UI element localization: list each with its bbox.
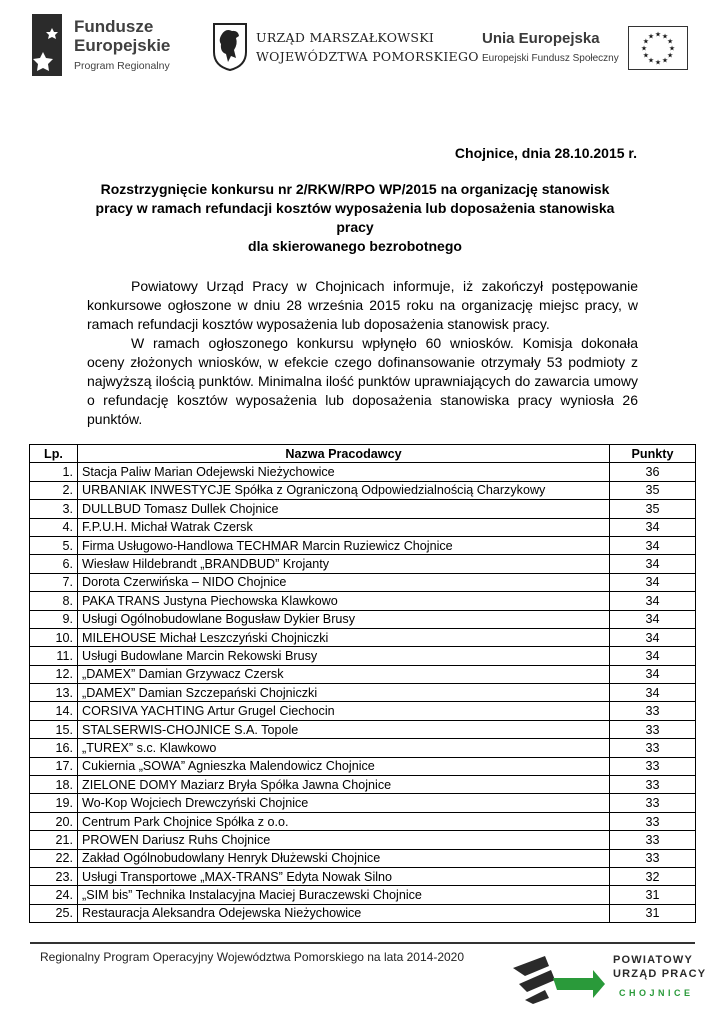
eu-star-icon: ★: [666, 38, 674, 46]
title-line4: dla skierowanego bezrobotnego: [248, 238, 462, 254]
row-points: 35: [610, 481, 696, 499]
row-employer-name: MILEHOUSE Michał Leszczyński Chojniczki: [78, 628, 610, 646]
header-points: Punkty: [610, 445, 696, 463]
row-points: 33: [610, 794, 696, 812]
row-points: 33: [610, 757, 696, 775]
table-row: [30, 481, 696, 499]
table-row: [30, 812, 696, 830]
footer-program-text: Regionalny Program Operacyjny Województwa Pomorskiego na lata 2014-2020: [40, 950, 465, 964]
row-employer-name: „DAMEX” Damian Szczepański Chojniczki: [78, 684, 610, 702]
header-lp: Lp.: [30, 445, 78, 463]
table-row: [30, 573, 696, 591]
row-employer-name: PAKA TRANS Justyna Piechowska Klawkowo: [78, 592, 610, 610]
table-row: [30, 739, 696, 757]
row-lp: 8.: [30, 592, 78, 610]
table-row: [30, 831, 696, 849]
row-points: 33: [610, 812, 696, 830]
document-date: Chojnice, dnia 28.10.2015 r.: [454, 145, 637, 161]
table-row: [30, 904, 696, 922]
fe-logo-line3: Program Regionalny: [74, 60, 170, 72]
row-points: 31: [610, 904, 696, 922]
table-row: [30, 867, 696, 885]
table-row: [30, 500, 696, 518]
footer-divider: [30, 942, 695, 944]
fe-logo-line1: Fundusze: [74, 17, 154, 36]
row-employer-name: Usługi Budowlane Marcin Rekowski Brusy: [78, 647, 610, 665]
table-row: [30, 720, 696, 738]
row-lp: 1.: [30, 463, 78, 481]
row-points: 34: [610, 573, 696, 591]
row-employer-name: „DAMEX” Damian Grzywacz Czersk: [78, 665, 610, 683]
document-title: [60, 180, 650, 256]
pup-logo-line1: POWIATOWY: [613, 954, 694, 966]
fundusze-europejskie-logo: [32, 14, 182, 76]
row-points: 33: [610, 702, 696, 720]
row-points: 36: [610, 463, 696, 481]
table-row: [30, 665, 696, 683]
row-lp: 3.: [30, 500, 78, 518]
table-header-row: [30, 445, 696, 463]
pup-logo-line2: URZĄD PRACY: [613, 968, 707, 980]
row-lp: 15.: [30, 720, 78, 738]
powiatowy-urzad-pracy-logo: [505, 948, 707, 1008]
row-employer-name: Firma Usługowo-Handlowa TECHMAR Marcin Ruziewicz Chojnice: [78, 536, 610, 554]
eu-star-icon: ★: [661, 57, 669, 65]
eu-star-icon: ★: [654, 31, 662, 39]
row-lp: 19.: [30, 794, 78, 812]
table-row: [30, 776, 696, 794]
row-points: 34: [610, 684, 696, 702]
row-employer-name: Wiesław Hildebrandt „BRANDBUD” Krojanty: [78, 555, 610, 573]
row-employer-name: STALSERWIS-CHOJNICE S.A. Topole: [78, 720, 610, 738]
row-lp: 21.: [30, 831, 78, 849]
row-points: 34: [610, 592, 696, 610]
row-employer-name: Centrum Park Chojnice Spółka z o.o.: [78, 812, 610, 830]
table-row: [30, 610, 696, 628]
row-lp: 23.: [30, 867, 78, 885]
row-points: 34: [610, 647, 696, 665]
row-points: 33: [610, 720, 696, 738]
row-points: 34: [610, 518, 696, 536]
table-row: [30, 463, 696, 481]
row-lp: 9.: [30, 610, 78, 628]
title-line2: pracy w ramach refundacji kosztów wyposażenia lub doposażenia stanowiska: [95, 200, 615, 216]
eu-star-icon: ★: [640, 45, 648, 53]
row-points: 34: [610, 665, 696, 683]
row-employer-name: Restauracja Aleksandra Odejewska Nieżychowice: [78, 904, 610, 922]
row-lp: 10.: [30, 628, 78, 646]
row-employer-name: URBANIAK INWESTYCJE Spółka z Ograniczoną Odpowiedzialnością Charzykowy: [78, 481, 610, 499]
griffin-crest-icon: [212, 22, 248, 72]
pup-logo-line3: CHOJNICE: [619, 988, 694, 998]
urzad-marszalkowski-logo: [212, 22, 479, 72]
row-points: 32: [610, 867, 696, 885]
intro-paragraph: Powiatowy Urząd Pracy w Chojnicach informuje, iż zakończył postępowanie konkursowe ogłoszone w dniu 28 września 2015 roku na organizację miejsc pracy, w ramach refundacji kosztów wyposażenia lub doposażenia stanowisk pracy.: [87, 278, 638, 332]
table-row: [30, 647, 696, 665]
row-lp: 24.: [30, 886, 78, 904]
row-employer-name: Zakład Ogólnobudowlany Henryk Dłużewski Chojnice: [78, 849, 610, 867]
fe-star-mark-icon: [32, 14, 62, 76]
table-row: [30, 555, 696, 573]
row-lp: 2.: [30, 481, 78, 499]
row-points: 34: [610, 536, 696, 554]
row-lp: 7.: [30, 573, 78, 591]
row-points: 34: [610, 610, 696, 628]
table-row: [30, 518, 696, 536]
table-row: [30, 794, 696, 812]
eu-star-icon: ★: [647, 33, 655, 41]
row-employer-name: Cukiernia „SOWA” Agnieszka Malendowicz Chojnice: [78, 757, 610, 775]
table-row: [30, 592, 696, 610]
row-employer-name: „TUREX” s.c. Klawkowo: [78, 739, 610, 757]
um-logo-line2: WOJEWÓDZTWA POMORSKIEGO: [256, 49, 479, 64]
table-row: [30, 849, 696, 867]
ue-logo-line1: Unia Europejska: [482, 30, 600, 47]
row-points: 34: [610, 555, 696, 573]
row-employer-name: Stacja Paliw Marian Odejewski Nieżychowice: [78, 463, 610, 481]
title-line1: Rozstrzygnięcie konkursu nr 2/RKW/RPO WP/2015 na organizację stanowisk: [100, 181, 610, 197]
table-row: [30, 536, 696, 554]
table-row: [30, 702, 696, 720]
eu-star-icon: ★: [642, 38, 650, 46]
row-points: 33: [610, 831, 696, 849]
row-lp: 6.: [30, 555, 78, 573]
fe-logo-line2: Europejskie: [74, 36, 171, 55]
row-employer-name: CORSIVA YACHTING Artur Grugel Ciechocin: [78, 702, 610, 720]
row-employer-name: „SIM bis” Technika Instalacyjna Maciej Buraczewski Chojnice: [78, 886, 610, 904]
unia-europejska-logo: [478, 26, 688, 74]
header-name: Nazwa Pracodawcy: [78, 445, 610, 463]
eu-flag-icon: [628, 26, 688, 70]
table-row: [30, 757, 696, 775]
row-lp: 14.: [30, 702, 78, 720]
table-row: [30, 684, 696, 702]
row-employer-name: F.P.U.H. Michał Watrak Czersk: [78, 518, 610, 536]
row-employer-name: Usługi Ogólnobudowlane Bogusław Dykier Brusy: [78, 610, 610, 628]
row-lp: 13.: [30, 684, 78, 702]
row-points: 33: [610, 739, 696, 757]
row-employer-name: PROWEN Dariusz Ruhs Chojnice: [78, 831, 610, 849]
row-points: 31: [610, 886, 696, 904]
row-employer-name: DULLBUD Tomasz Dullek Chojnice: [78, 500, 610, 518]
row-points: 34: [610, 628, 696, 646]
row-lp: 11.: [30, 647, 78, 665]
row-lp: 17.: [30, 757, 78, 775]
eu-star-icon: ★: [661, 33, 669, 41]
row-lp: 12.: [30, 665, 78, 683]
eu-star-icon: ★: [642, 52, 650, 60]
row-employer-name: ZIELONE DOMY Maziarz Bryła Spółka Jawna Chojnice: [78, 776, 610, 794]
eu-star-icon: ★: [666, 52, 674, 60]
table-row: [30, 886, 696, 904]
eu-star-icon: ★: [654, 59, 662, 67]
pup-arrow-icon: [505, 948, 605, 1006]
row-lp: 20.: [30, 812, 78, 830]
row-lp: 18.: [30, 776, 78, 794]
row-employer-name: Usługi Transportowe „MAX-TRANS” Edyta Nowak Silno: [78, 867, 610, 885]
row-points: 35: [610, 500, 696, 518]
title-line3: pracy: [336, 219, 374, 235]
table-row: [30, 628, 696, 646]
row-lp: 4.: [30, 518, 78, 536]
row-employer-name: Wo-Kop Wojciech Drewczyński Chojnice: [78, 794, 610, 812]
row-lp: 25.: [30, 904, 78, 922]
row-employer-name: Dorota Czerwińska – NIDO Chojnice: [78, 573, 610, 591]
um-logo-line1: URZĄD MARSZAŁKOWSKI: [256, 30, 435, 45]
eu-star-icon: ★: [647, 57, 655, 65]
row-lp: 22.: [30, 849, 78, 867]
eu-star-icon: ★: [668, 45, 676, 53]
ue-logo-line2: Europejski Fundusz Społeczny: [482, 53, 619, 64]
results-table: [29, 444, 696, 923]
row-lp: 16.: [30, 739, 78, 757]
row-lp: 5.: [30, 536, 78, 554]
row-points: 33: [610, 849, 696, 867]
summary-paragraph: W ramach ogłoszonego konkursu wpłynęło 60 wniosków. Komisja dokonała oceny złożonych wniosków, w efekcie czego dofinansowanie otrzymały 53 podmioty z najwyższą ilością punktów. Minimalna ilość punktów uprawniających do zawarcia umowy o refundację kosztów wyposażenia lub doposażenia stanowiska pracy wyniosła 26 punktów.: [87, 335, 638, 427]
row-points: 33: [610, 776, 696, 794]
